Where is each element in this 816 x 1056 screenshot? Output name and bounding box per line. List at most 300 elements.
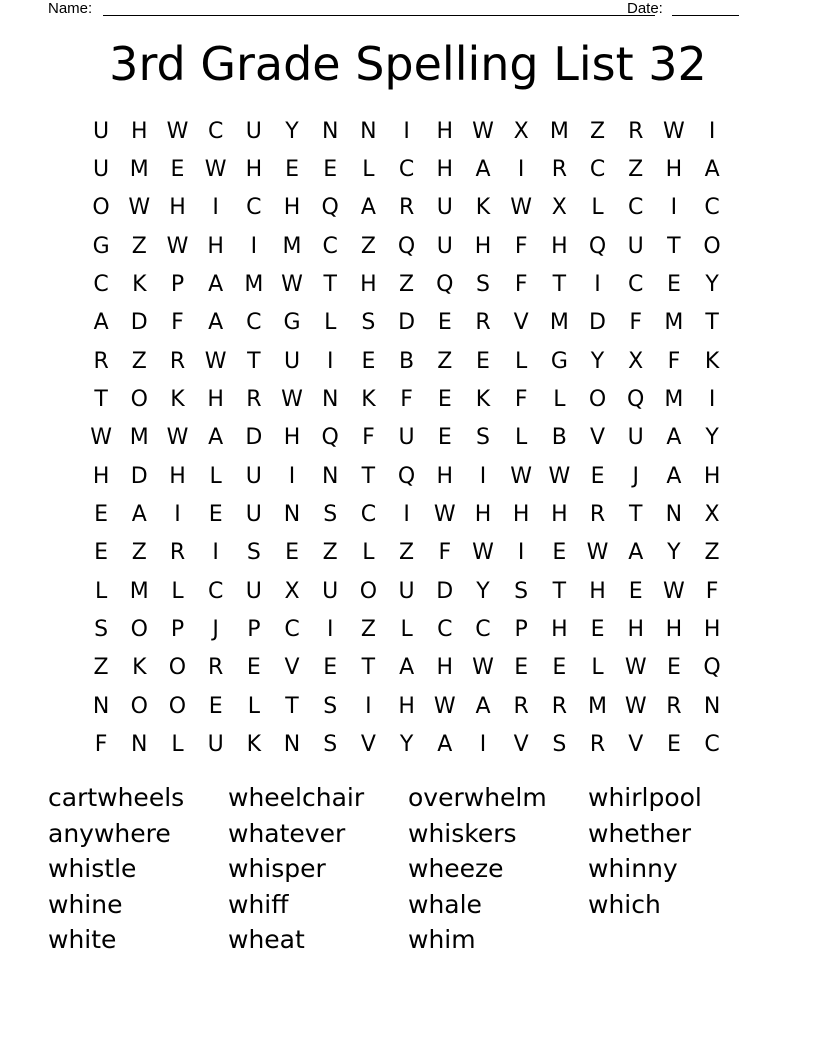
grid-letter[interactable]: L bbox=[209, 463, 222, 489]
grid-letter[interactable]: K bbox=[246, 732, 262, 758]
grid-letter[interactable]: H bbox=[474, 502, 492, 528]
grid-letter[interactable]: G bbox=[550, 348, 568, 374]
grid-letter[interactable]: K bbox=[132, 655, 147, 681]
grid-letter[interactable]: C bbox=[207, 578, 224, 604]
grid-letter[interactable]: R bbox=[551, 157, 567, 183]
grid-letter[interactable]: S bbox=[361, 310, 376, 336]
grid-letter[interactable]: Z bbox=[399, 272, 415, 298]
grid-letter[interactable]: B bbox=[399, 348, 415, 374]
grid-letter[interactable]: I bbox=[403, 502, 410, 528]
grid-letter[interactable]: E bbox=[437, 387, 452, 413]
grid-letter[interactable]: S bbox=[323, 502, 338, 528]
grid-letter[interactable]: C bbox=[360, 502, 377, 528]
grid-letter[interactable]: V bbox=[513, 310, 529, 336]
grid-letter[interactable]: A bbox=[628, 540, 644, 566]
grid-letter[interactable]: F bbox=[514, 233, 528, 259]
grid-letter[interactable]: N bbox=[665, 502, 683, 528]
grid-letter[interactable]: L bbox=[515, 425, 528, 451]
grid-letter[interactable]: X bbox=[704, 502, 720, 528]
grid-letter[interactable]: W bbox=[281, 387, 303, 413]
grid-letter[interactable]: N bbox=[360, 118, 377, 144]
grid-letter[interactable]: X bbox=[628, 348, 644, 374]
grid-letter[interactable]: H bbox=[703, 463, 721, 489]
grid-letter[interactable]: U bbox=[93, 157, 110, 183]
grid-letter[interactable]: M bbox=[588, 693, 608, 719]
grid-letter[interactable]: H bbox=[512, 502, 530, 528]
grid-letter[interactable]: I bbox=[517, 157, 525, 183]
grid-letter[interactable]: W bbox=[548, 463, 571, 489]
grid-letter[interactable]: H bbox=[169, 463, 186, 489]
grid-letter[interactable]: Q bbox=[321, 425, 339, 451]
date-blank[interactable] bbox=[672, 0, 739, 16]
grid-letter[interactable]: C bbox=[207, 118, 224, 144]
grid-letter[interactable]: W bbox=[510, 195, 533, 221]
grid-letter[interactable]: E bbox=[285, 157, 299, 183]
grid-letter[interactable]: Z bbox=[399, 540, 415, 566]
grid-letter[interactable]: A bbox=[208, 272, 224, 298]
grid-letter[interactable]: S bbox=[94, 617, 109, 643]
grid-letter[interactable]: W bbox=[166, 118, 189, 144]
grid-letter[interactable]: T bbox=[247, 348, 261, 374]
grid-letter[interactable]: C bbox=[704, 732, 720, 758]
grid-letter[interactable]: H bbox=[207, 387, 224, 413]
grid-letter[interactable]: N bbox=[321, 463, 339, 489]
grid-letter[interactable]: H bbox=[207, 233, 224, 259]
grid-letter[interactable]: L bbox=[247, 693, 260, 719]
grid-letter[interactable]: T bbox=[705, 310, 719, 336]
grid-letter[interactable]: K bbox=[475, 387, 491, 413]
grid-letter[interactable]: L bbox=[591, 655, 604, 681]
grid-letter[interactable]: Y bbox=[590, 348, 605, 374]
grid-letter[interactable]: E bbox=[552, 655, 567, 681]
grid-letter[interactable]: Z bbox=[131, 233, 147, 259]
grid-letter[interactable]: U bbox=[436, 195, 453, 221]
word-list-item: whim bbox=[408, 925, 476, 954]
grid-letter[interactable]: T bbox=[361, 463, 376, 489]
grid-letter[interactable]: Y bbox=[705, 272, 719, 298]
grid-letter[interactable]: F bbox=[438, 540, 452, 566]
grid-letter[interactable]: Z bbox=[628, 157, 644, 183]
grid-letter[interactable]: C bbox=[322, 233, 338, 259]
grid-letter[interactable]: J bbox=[632, 463, 639, 489]
grid-letter[interactable]: I bbox=[212, 540, 219, 566]
grid-letter[interactable]: E bbox=[208, 693, 223, 719]
grid-letter[interactable]: R bbox=[169, 348, 186, 374]
grid-letter[interactable]: L bbox=[171, 578, 184, 604]
grid-letter[interactable]: I bbox=[594, 272, 601, 298]
grid-letter[interactable]: N bbox=[703, 693, 721, 719]
grid-letter[interactable]: F bbox=[514, 387, 528, 413]
grid-letter[interactable]: H bbox=[551, 617, 568, 643]
grid-letter[interactable]: V bbox=[513, 732, 529, 758]
grid-letter[interactable]: U bbox=[322, 578, 339, 604]
grid-letter[interactable]: H bbox=[436, 463, 454, 489]
grid-letter[interactable]: Z bbox=[131, 540, 147, 566]
grid-letter[interactable]: H bbox=[436, 655, 454, 681]
grid-letter[interactable]: E bbox=[628, 578, 643, 604]
grid-letter[interactable]: W bbox=[204, 157, 227, 183]
grid-letter[interactable]: E bbox=[666, 655, 681, 681]
grid-letter[interactable]: Q bbox=[703, 655, 721, 681]
grid-letter[interactable]: O bbox=[130, 387, 148, 413]
grid-letter[interactable]: C bbox=[246, 195, 262, 221]
grid-letter[interactable]: I bbox=[174, 502, 181, 528]
grid-letter[interactable]: R bbox=[398, 195, 415, 221]
grid-letter[interactable]: A bbox=[93, 310, 109, 336]
grid-letter[interactable]: V bbox=[590, 425, 606, 451]
grid-letter[interactable]: W bbox=[472, 118, 494, 144]
grid-letter[interactable]: E bbox=[208, 502, 223, 528]
grid-letter[interactable]: E bbox=[170, 157, 185, 183]
name-blank[interactable] bbox=[103, 0, 655, 16]
grid-letter[interactable]: H bbox=[436, 157, 454, 183]
grid-letter[interactable]: H bbox=[474, 233, 492, 259]
grid-letter[interactable]: M bbox=[244, 272, 264, 298]
grid-letter[interactable]: D bbox=[398, 310, 416, 336]
grid-letter[interactable]: N bbox=[321, 387, 339, 413]
grid-letter[interactable]: N bbox=[283, 502, 301, 528]
grid-letter[interactable]: W bbox=[472, 540, 494, 566]
grid-letter[interactable]: L bbox=[94, 578, 108, 604]
grid-letter[interactable]: R bbox=[589, 502, 606, 528]
grid-letter[interactable]: E bbox=[323, 157, 338, 183]
word-list-item: whatever bbox=[228, 818, 346, 848]
grid-letter[interactable]: L bbox=[324, 310, 337, 336]
grid-letter[interactable]: R bbox=[551, 693, 567, 719]
grid-letter[interactable]: L bbox=[362, 157, 375, 183]
grid-letter[interactable]: U bbox=[398, 425, 415, 451]
grid-letter[interactable]: N bbox=[92, 693, 110, 719]
grid-letter[interactable]: K bbox=[361, 387, 376, 413]
grid-letter[interactable]: R bbox=[666, 693, 682, 719]
word-list-item: whiskers bbox=[408, 818, 517, 848]
grid-letter[interactable]: O bbox=[130, 693, 148, 719]
grid-letter[interactable]: U bbox=[245, 463, 262, 489]
grid-letter[interactable]: U bbox=[207, 732, 224, 758]
grid-letter[interactable]: E bbox=[437, 310, 452, 336]
grid-letter[interactable]: E bbox=[246, 655, 261, 681]
grid-letter[interactable]: B bbox=[551, 425, 567, 451]
grid-letter[interactable]: I bbox=[708, 387, 716, 413]
grid-letter[interactable]: G bbox=[283, 310, 301, 336]
grid-letter[interactable]: E bbox=[285, 540, 299, 566]
grid-letter[interactable]: J bbox=[212, 617, 219, 643]
grid-letter[interactable]: T bbox=[361, 655, 376, 681]
grid-letter[interactable]: C bbox=[589, 157, 606, 183]
grid-letter[interactable]: Y bbox=[705, 425, 719, 451]
grid-letter[interactable]: W bbox=[624, 655, 647, 681]
grid-letter[interactable]: H bbox=[92, 463, 110, 489]
grid-letter[interactable]: A bbox=[666, 425, 682, 451]
grid-letter[interactable]: W bbox=[433, 693, 456, 719]
grid-letter[interactable]: C bbox=[246, 310, 262, 336]
grid-letter[interactable]: H bbox=[169, 195, 186, 221]
grid-letter[interactable]: L bbox=[400, 617, 413, 643]
grid-letter[interactable]: A bbox=[704, 157, 720, 183]
grid-letter[interactable]: O bbox=[168, 655, 187, 681]
grid-letter[interactable]: O bbox=[130, 617, 148, 643]
grid-letter[interactable]: U bbox=[93, 118, 110, 144]
grid-letter[interactable]: E bbox=[666, 272, 681, 298]
grid-letter[interactable]: H bbox=[703, 617, 721, 643]
grid-letter[interactable]: W bbox=[204, 348, 227, 374]
grid-letter[interactable]: S bbox=[475, 425, 490, 451]
grid-letter[interactable]: R bbox=[628, 118, 644, 144]
grid-letter[interactable]: Z bbox=[322, 540, 338, 566]
grid-letter[interactable]: E bbox=[552, 540, 567, 566]
word-list-item: whether bbox=[588, 818, 691, 848]
grid-letter[interactable]: I bbox=[517, 540, 525, 566]
grid-letter[interactable]: I bbox=[403, 118, 410, 144]
grid-letter[interactable]: E bbox=[476, 348, 490, 374]
grid-letter[interactable]: K bbox=[170, 387, 185, 413]
grid-letter[interactable]: I bbox=[326, 617, 334, 643]
grid-letter[interactable]: U bbox=[627, 425, 644, 451]
grid-letter[interactable]: I bbox=[212, 195, 219, 221]
grid-letter[interactable]: S bbox=[475, 272, 490, 298]
grid-letter[interactable]: Q bbox=[321, 195, 339, 221]
grid-letter[interactable]: M bbox=[129, 578, 149, 604]
grid-letter[interactable]: S bbox=[323, 732, 338, 758]
grid-letter[interactable]: N bbox=[283, 732, 301, 758]
grid-letter[interactable]: M bbox=[282, 233, 302, 259]
grid-letter[interactable]: M bbox=[664, 310, 684, 336]
grid-letter[interactable]: S bbox=[552, 732, 567, 758]
grid-letter[interactable]: I bbox=[288, 463, 296, 489]
grid-letter[interactable]: X bbox=[551, 195, 567, 221]
grid-letter[interactable]: K bbox=[475, 195, 491, 221]
grid-letter[interactable]: R bbox=[513, 693, 529, 719]
grid-letter[interactable]: L bbox=[171, 732, 184, 758]
grid-letter[interactable]: Z bbox=[93, 655, 109, 681]
grid-letter[interactable]: I bbox=[365, 693, 372, 719]
word-list-item: white bbox=[48, 925, 117, 954]
grid-letter[interactable]: W bbox=[624, 693, 647, 719]
grid-letter[interactable]: T bbox=[667, 233, 681, 259]
grid-letter[interactable]: V bbox=[284, 655, 300, 681]
grid-letter[interactable]: C bbox=[475, 617, 491, 643]
grid-letter[interactable]: I bbox=[479, 732, 487, 758]
word-list-item: anywhere bbox=[48, 818, 171, 848]
grid-letter[interactable]: O bbox=[588, 387, 607, 413]
grid-letter[interactable]: M bbox=[549, 310, 569, 336]
grid-letter[interactable]: Q bbox=[397, 233, 416, 259]
grid-letter[interactable]: H bbox=[131, 118, 148, 144]
grid-letter[interactable]: H bbox=[436, 118, 454, 144]
grid-letter[interactable]: H bbox=[589, 578, 606, 604]
grid-letter[interactable]: S bbox=[514, 578, 529, 604]
grid-letter[interactable]: R bbox=[589, 732, 606, 758]
grid-letter[interactable]: U bbox=[436, 233, 453, 259]
grid-letter[interactable]: F bbox=[514, 272, 528, 298]
grid-letter[interactable]: E bbox=[590, 617, 605, 643]
grid-letter[interactable]: D bbox=[589, 310, 606, 336]
grid-letter[interactable]: Z bbox=[589, 118, 606, 144]
grid-letter[interactable]: C bbox=[398, 157, 415, 183]
grid-letter[interactable]: R bbox=[208, 655, 224, 681]
grid-letter[interactable]: G bbox=[92, 233, 110, 259]
grid-letter[interactable]: T bbox=[552, 578, 567, 604]
grid-letter[interactable]: R bbox=[93, 348, 109, 374]
grid-letter[interactable]: H bbox=[551, 502, 568, 528]
grid-letter[interactable]: I bbox=[250, 233, 258, 259]
grid-letter[interactable]: T bbox=[285, 693, 299, 719]
grid-letter[interactable]: H bbox=[398, 693, 415, 719]
grid-letter[interactable]: C bbox=[437, 617, 453, 643]
grid-letter[interactable]: W bbox=[510, 463, 533, 489]
grid-letter[interactable]: F bbox=[94, 732, 108, 758]
grid-letter[interactable]: Z bbox=[704, 540, 720, 566]
grid-letter[interactable]: X bbox=[284, 578, 300, 604]
grid-letter[interactable]: F bbox=[400, 387, 413, 413]
grid-letter[interactable]: Q bbox=[627, 387, 645, 413]
grid-letter[interactable]: A bbox=[437, 732, 453, 758]
grid-letter[interactable]: R bbox=[169, 540, 186, 566]
grid-letter[interactable]: L bbox=[362, 540, 375, 566]
grid-letter[interactable]: W bbox=[586, 540, 609, 566]
grid-letter[interactable]: E bbox=[361, 348, 376, 374]
grid-letter[interactable]: T bbox=[94, 387, 108, 413]
grid-letter[interactable]: P bbox=[170, 272, 185, 298]
grid-letter[interactable]: M bbox=[549, 118, 569, 144]
grid-letter[interactable]: Z bbox=[360, 617, 376, 643]
grid-letter[interactable]: U bbox=[283, 348, 301, 374]
grid-letter[interactable]: Y bbox=[667, 540, 681, 566]
grid-letter[interactable]: O bbox=[92, 195, 110, 221]
grid-letter[interactable]: I bbox=[670, 195, 678, 221]
grid-letter[interactable]: W bbox=[663, 578, 685, 604]
grid-letter[interactable]: M bbox=[129, 425, 149, 451]
grid-letter[interactable]: F bbox=[171, 310, 184, 336]
grid-letter[interactable]: Q bbox=[397, 463, 416, 489]
word-list-item: whinny bbox=[588, 854, 678, 883]
grid-letter[interactable]: W bbox=[472, 655, 494, 681]
grid-letter[interactable]: Y bbox=[476, 578, 490, 604]
grid-letter[interactable]: I bbox=[326, 348, 334, 374]
grid-letter[interactable]: P bbox=[170, 617, 185, 643]
grid-letter[interactable]: A bbox=[475, 693, 491, 719]
grid-letter[interactable]: S bbox=[246, 540, 261, 566]
grid-letter[interactable]: W bbox=[90, 425, 112, 451]
grid-letter[interactable]: A bbox=[360, 195, 376, 221]
grid-letter[interactable]: H bbox=[283, 195, 301, 221]
page-title: 3rd Grade Spelling List 32 bbox=[109, 37, 707, 91]
grid-letter[interactable]: E bbox=[94, 540, 109, 566]
grid-letter[interactable]: L bbox=[553, 387, 566, 413]
grid-letter[interactable]: Y bbox=[285, 118, 299, 144]
grid-letter[interactable]: I bbox=[708, 118, 716, 144]
grid-letter[interactable]: E bbox=[666, 732, 681, 758]
grid-letter[interactable]: Q bbox=[436, 272, 454, 298]
grid-letter[interactable]: W bbox=[166, 233, 189, 259]
grid-letter[interactable]: W bbox=[281, 272, 303, 298]
grid-letter[interactable]: A bbox=[131, 502, 147, 528]
grid-letter[interactable]: O bbox=[168, 693, 187, 719]
grid-letter[interactable]: C bbox=[704, 195, 720, 221]
grid-letter[interactable]: Z bbox=[131, 348, 147, 374]
grid-letter[interactable]: T bbox=[323, 272, 337, 298]
grid-letter[interactable]: A bbox=[475, 157, 491, 183]
grid-letter[interactable]: H bbox=[283, 425, 301, 451]
grid-letter[interactable]: U bbox=[627, 233, 644, 259]
grid-letter[interactable]: E bbox=[514, 655, 529, 681]
grid-letter[interactable]: Y bbox=[399, 732, 414, 758]
grid-letter[interactable]: F bbox=[362, 425, 375, 451]
grid-letter[interactable]: M bbox=[664, 387, 684, 413]
grid-letter[interactable]: R bbox=[246, 387, 262, 413]
grid-letter[interactable]: X bbox=[513, 118, 529, 144]
grid-letter[interactable]: O bbox=[359, 578, 378, 604]
grid-letter[interactable]: Q bbox=[588, 233, 607, 259]
grid-letter[interactable]: H bbox=[360, 272, 377, 298]
grid-letter[interactable]: S bbox=[323, 693, 338, 719]
grid-letter[interactable]: P bbox=[514, 617, 528, 643]
grid-letter[interactable]: D bbox=[436, 578, 454, 604]
grid-letter[interactable]: C bbox=[628, 272, 644, 298]
grid-letter[interactable]: H bbox=[627, 617, 644, 643]
grid-letter[interactable]: W bbox=[433, 502, 456, 528]
grid-letter[interactable]: A bbox=[208, 425, 224, 451]
grid-letter[interactable]: T bbox=[552, 272, 567, 298]
grid-letter[interactable]: W bbox=[128, 195, 151, 221]
word-list-item: wheelchair bbox=[228, 783, 365, 812]
grid-letter[interactable]: A bbox=[399, 655, 415, 681]
grid-letter[interactable]: C bbox=[284, 617, 300, 643]
grid-letter[interactable]: U bbox=[245, 502, 262, 528]
grid-letter[interactable]: A bbox=[666, 463, 682, 489]
grid-letter[interactable]: K bbox=[132, 272, 147, 298]
grid-letter[interactable]: E bbox=[590, 463, 605, 489]
grid-letter[interactable]: A bbox=[208, 310, 224, 336]
grid-letter[interactable]: L bbox=[515, 348, 528, 374]
grid-letter[interactable]: D bbox=[130, 310, 148, 336]
grid-letter[interactable]: C bbox=[93, 272, 109, 298]
grid-letter[interactable]: H bbox=[551, 233, 568, 259]
grid-letter[interactable]: D bbox=[245, 425, 263, 451]
grid-letter[interactable]: H bbox=[665, 157, 683, 183]
grid-letter[interactable]: F bbox=[705, 578, 719, 604]
grid-letter[interactable]: E bbox=[94, 502, 109, 528]
grid-letter[interactable]: Z bbox=[360, 233, 376, 259]
grid-letter[interactable]: R bbox=[475, 310, 491, 336]
grid-letter[interactable]: N bbox=[321, 118, 339, 144]
grid-letter[interactable]: L bbox=[591, 195, 604, 221]
grid-letter[interactable]: H bbox=[665, 617, 683, 643]
grid-letter[interactable]: N bbox=[131, 732, 148, 758]
grid-letter[interactable]: O bbox=[703, 233, 721, 259]
grid-letter[interactable]: V bbox=[360, 732, 376, 758]
grid-letter[interactable]: P bbox=[247, 617, 261, 643]
grid-letter[interactable]: T bbox=[628, 502, 643, 528]
grid-letter[interactable]: H bbox=[245, 157, 263, 183]
grid-letter[interactable]: C bbox=[628, 195, 644, 221]
grid-letter[interactable]: M bbox=[129, 157, 149, 183]
grid-letter[interactable]: E bbox=[323, 655, 338, 681]
grid-letter[interactable]: F bbox=[629, 310, 643, 336]
grid-letter[interactable]: E bbox=[437, 425, 452, 451]
grid-letter[interactable]: U bbox=[398, 578, 415, 604]
grid-letter[interactable]: W bbox=[166, 425, 189, 451]
grid-letter[interactable]: F bbox=[667, 348, 681, 374]
grid-letter[interactable]: V bbox=[628, 732, 644, 758]
grid-letter[interactable]: U bbox=[245, 118, 262, 144]
grid-letter[interactable]: Z bbox=[437, 348, 453, 374]
grid-letter[interactable]: U bbox=[245, 578, 262, 604]
grid-letter[interactable]: K bbox=[704, 348, 720, 374]
grid-letter[interactable]: I bbox=[479, 463, 487, 489]
grid-letter[interactable]: D bbox=[130, 463, 148, 489]
grid-letter[interactable]: W bbox=[663, 118, 685, 144]
